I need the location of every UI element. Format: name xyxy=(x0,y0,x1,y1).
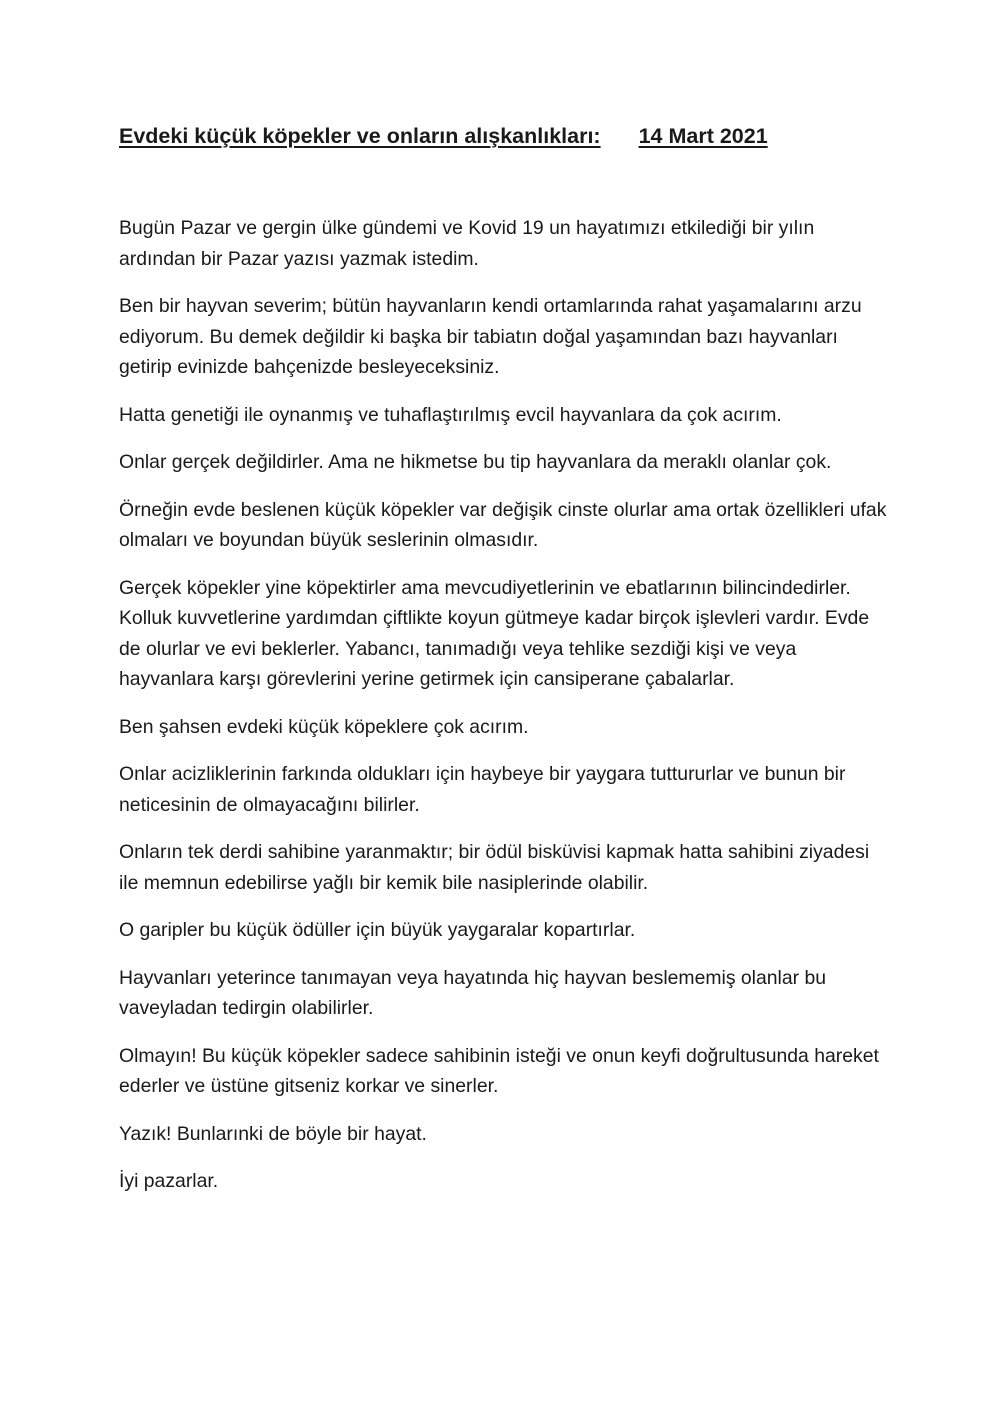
paragraph: Örneğin evde beslenen küçük köpekler var değişik cinste olurlar ama ortak özellikleri ufak olmaları ve boyundan büyük seslerinin olmasıdır. xyxy=(119,498,887,551)
paragraph: Onlar gerçek değildirler. Ama ne hikmetse bu tip hayvanlara da meraklı olanlar çok. xyxy=(119,451,832,473)
document-title xyxy=(119,122,879,150)
paragraph: Ben şahsen evdeki küçük köpeklere çok acırım. xyxy=(119,715,529,738)
paragraph: Onlar acizliklerinin farkında oldukları için haybeye bir yaygara tuttururlar ve bunun bir neticesinin de olmayacağını bilirler. xyxy=(119,763,846,816)
paragraph: Hayvanları yeterince tanımayan veya hayatında hiç hayvan beslememiş olanlar bu vaveyladan tedirgin olabilirler. xyxy=(119,966,827,1019)
document-body xyxy=(119,213,889,1214)
paragraph: Olmayın! Bu küçük köpekler sadece sahibinin isteği ve onun keyfi doğrultusunda hareket ederler ve üstüne gitseniz korkar ve sinerler. xyxy=(119,1044,879,1097)
paragraph: O garipler bu küçük ödüller için büyük yaygaralar kopartırlar. xyxy=(119,919,636,941)
paragraph: Gerçek köpekler yine köpektirler ama mevcudiyetlerinin ve ebatlarının bilincindedirler. Kolluk kuvvetlerine yardımdan çiftlikte koyun gütmeye kadar birçok işlevleri vardır. Evde de olurlar ve evi beklerler. Yabancı, tanımadığı veya tehlike sezdiği kişi ve veya hayvanlara karşı görevlerini yerine getirmek için cansiperane çabalarlar. xyxy=(119,576,870,690)
paragraph: Yazık! Bunlarınki de böyle bir hayat. xyxy=(119,1122,427,1145)
paragraph: İyi pazarlar. xyxy=(119,1170,219,1192)
paragraph: Bugün Pazar ve gergin ülke gündemi ve Kovid 19 un hayatımızı etkilediği bir yılın ardından bir Pazar yazısı yazmak istedim. xyxy=(119,217,815,270)
title-date: 14 Mart 2021 xyxy=(638,124,768,148)
paragraph: Ben bir hayvan severim; bütün hayvanların kendi ortamlarında rahat yaşamalarını arzu ediyorum. Bu demek değildir ki başka bir tabiatın doğal yaşamından bazı hayvanları getirip evinizde bahçenizde besleyeceksiniz. xyxy=(119,295,862,378)
paragraph: Hatta genetiği ile oynanmış ve tuhaflaştırılmış evcil hayvanlara da çok acırım. xyxy=(119,403,782,426)
title-text: Evdeki küçük köpekler ve onların alışkanlıkları: xyxy=(119,124,601,148)
paragraph: Onların tek derdi sahibine yaranmaktır; bir ödül bisküvisi kapmak hatta sahibini ziyadesi ile memnun edebilirse yağlı bir kemik bile nasiplerinde olabilir. xyxy=(119,841,870,894)
